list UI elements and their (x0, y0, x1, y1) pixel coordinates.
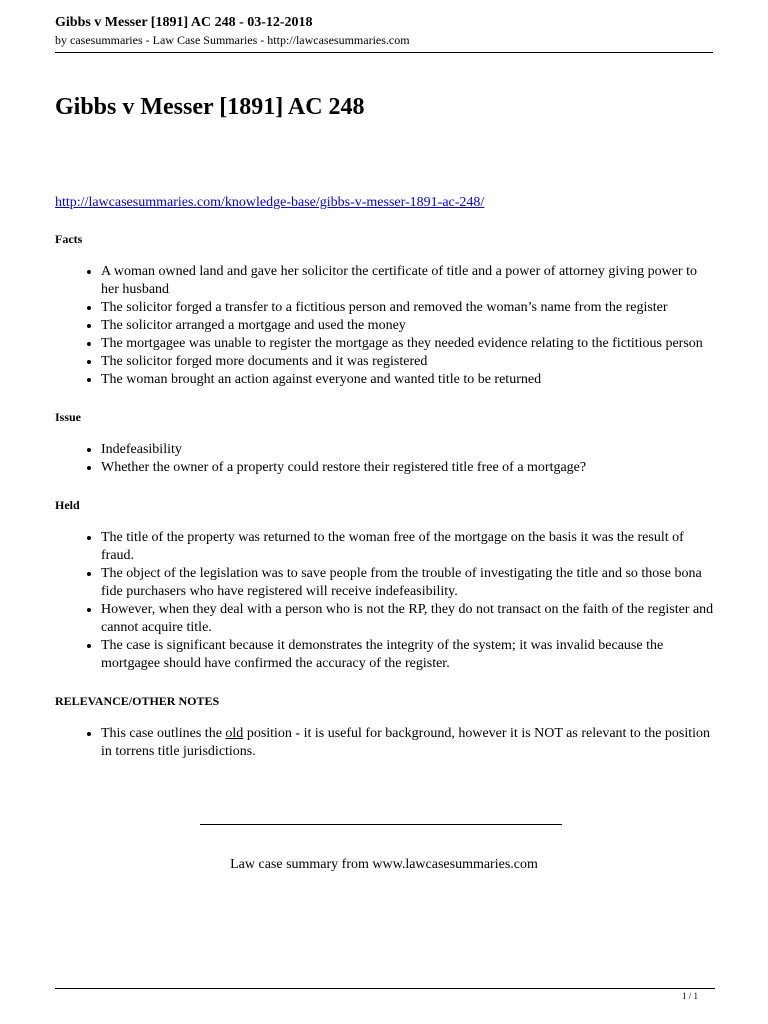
source-link[interactable]: http://lawcasesummaries.com/knowledge-base/gibbs-v-messer-1891-ac-248/ (55, 195, 485, 210)
footer-text: Law case summary from www.lawcasesummaries.com (230, 857, 538, 872)
facts-list (55, 263, 715, 389)
relevance-text-end: position - it is useful for background, however it is NOT as relevant to the position in torrens title jurisdictions. (101, 726, 711, 759)
list-item: • The object of the legislation was to save people from the trouble of investigating the title and so those bona fide purchasers who have registered will receive indefeasibility. (101, 565, 715, 601)
page-number: 1 / 1 (681, 991, 698, 1001)
header-byline: by casesummaries - Law Case Summaries - http://lawcasesummaries.com (55, 33, 410, 47)
document-title: Gibbs v Messer [1891] AC 248 (55, 94, 365, 120)
list-item: • However, when they deal with a person who is not the RP, they do not transact on the faith of the register and cannot acquire title. (101, 601, 715, 637)
held-list (55, 529, 715, 673)
list-item: • The title of the property was returned to the woman free of the mortgage on the basis it was the result of fraud. (101, 529, 715, 565)
list-item: • The case is significant because it demonstrates the integrity of the system; it was invalid because the mortgagee should have confirmed the accuracy of the register. (101, 637, 715, 673)
relevance-emphasis: old (225, 726, 244, 741)
issue-list (55, 441, 715, 477)
list-item (101, 725, 715, 761)
facts-heading: Facts (55, 232, 83, 246)
header-divider (55, 52, 713, 53)
list-item: • A woman owned land and gave her solicitor the certificate of title and a power of attorney giving power to her husband (101, 263, 715, 299)
relevance-text-start: This case outlines the (101, 726, 226, 741)
list-item: • The solicitor forged more documents and it was registered (101, 353, 715, 371)
list-item: • The solicitor arranged a mortgage and used the money (101, 317, 715, 335)
footer-separator (200, 824, 562, 825)
list-item: • The mortgagee was unable to register the mortgage as they needed evidence relating to the fictitious person (101, 335, 715, 353)
relevance-heading: RELEVANCE/OTHER NOTES (55, 694, 220, 708)
list-item: • The solicitor forged a transfer to a fictitious person and removed the woman’s name from the register (101, 299, 715, 317)
document-body (55, 193, 715, 761)
list-item: • Indefeasibility (101, 441, 715, 459)
header-title: Gibbs v Messer [1891] AC 248 - 03-12-2018 (55, 15, 313, 30)
list-item: • The woman brought an action against everyone and wanted title to be returned (101, 371, 715, 389)
relevance-list (55, 725, 715, 761)
held-heading: Held (55, 498, 80, 512)
page-header (55, 14, 713, 53)
list-item: • Whether the owner of a property could restore their registered title free of a mortgage? (101, 459, 715, 477)
page-bottom-divider (55, 988, 715, 989)
issue-heading: Issue (55, 410, 82, 424)
